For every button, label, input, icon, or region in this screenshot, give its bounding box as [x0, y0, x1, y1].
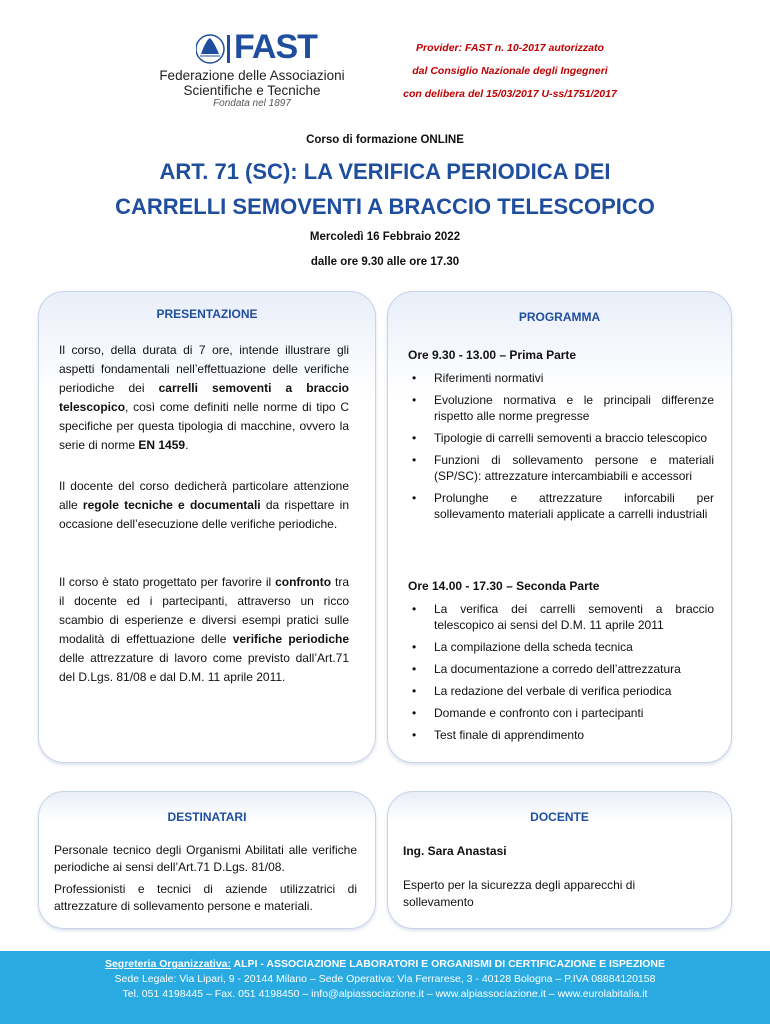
presentazione-paragraph-3: [59, 573, 349, 687]
destinatari-box: [38, 791, 376, 929]
fast-logo: [196, 28, 317, 66]
destinatari-paragraph-2: Professionisti e tecnici di aziende utilizzatrici di attrezzature di sollevamento persone e materiali.: [54, 882, 357, 913]
footer-address: Sede Legale: Via Lipari, 9 - 20144 Milano – Sede Operativa: Via Ferrarese, 3 - 40128 Bologna – P.IVA 08884120158: [114, 973, 656, 985]
presentazione-paragraph-1: [59, 341, 349, 455]
footer-contacts: Tel. 051 4198445 – Fax. 051 4198450 – info@alpiassociazione.it – www.alpiassociazione.it – www.eurolabitalia.it: [122, 988, 648, 1000]
bold-text: carrelli semoventi a braccio telescopico: [59, 381, 349, 414]
program-item: • Test finale di apprendimento: [408, 727, 714, 743]
docente-name: Ing. Sara Anastasi: [403, 844, 507, 858]
docente-heading: DOCENTE: [530, 810, 589, 824]
org-founded: Fondata nel 1897: [213, 98, 291, 109]
footer-label: Segreteria Organizzativa:: [104, 958, 231, 970]
logo-text: FAST: [234, 28, 317, 66]
paragraph-text: delle attrezzature di lavoro come previsto dall’Art.71 del D.Lgs. 81/08 e dal D.M. 11 aprile 2011.: [59, 651, 349, 684]
paragraph-text: da rispettare in occasione dell’esecuzione delle verifiche periodiche.: [59, 498, 349, 531]
course-date: Mercoledì 16 Febbraio 2022: [309, 231, 461, 243]
destinatari-paragraph-1: Personale tecnico degli Organismi Abilitati alle verifiche periodiche ai sensi dell’Art.71 D.Lgs. 81/08.: [54, 843, 357, 874]
docente-role: Esperto per la sicurezza degli apparecchi di sollevamento: [403, 878, 636, 909]
program-item: • Funzioni di sollevamento persone e materiali (SP/SC): attrezzature intercambiabili e accessori: [408, 452, 714, 484]
programma-box: [387, 291, 732, 763]
footer-bar: [0, 951, 770, 1024]
program-item: • La verifica dei carrelli semoventi a braccio telescopico ai sensi del D.M. 11 aprile 2011: [408, 601, 714, 633]
course-type: Corso di formazione ONLINE: [306, 134, 464, 146]
provider-line1: Provider: FAST n. 10-2017 autorizzato: [416, 42, 604, 54]
provider-line2: dal Consiglio Nazionale degli Ingegneri: [412, 65, 608, 77]
part2-list: [408, 601, 714, 749]
program-item: • Tipologie di carrelli semoventi a braccio telescopico: [408, 430, 714, 446]
program-item: • Evoluzione normativa e le principali differenze rispetto alle norme pregresse: [408, 392, 714, 424]
org-name-line2: Scientifiche e Tecniche: [183, 83, 321, 98]
provider-line3: con delibera del 15/03/2017 U-ss/1751/2017: [403, 88, 617, 100]
bold-text: verifiche periodiche: [232, 632, 350, 646]
program-item: • Domande e confronto con i partecipanti: [408, 705, 714, 721]
docente-box: [387, 791, 732, 929]
program-item: • Riferimenti normativi: [408, 370, 714, 386]
paragraph-text: .: [185, 438, 189, 452]
course-title-line1: ART. 71 (SC): LA VERIFICA PERIODICA DEI: [159, 159, 611, 184]
bold-text: regole tecniche e documentali: [82, 498, 261, 512]
footer-org: ALPI - ASSOCIAZIONE LABORATORI E ORGANISMI DI CERTIFICAZIONE E ISPEZIONE: [231, 958, 666, 970]
presentazione-box: [38, 291, 376, 763]
paragraph-text: Il corso, della durata di 7 ore, intende illustrare gli aspetti fondamentali nell’effettuazione delle verifiche periodiche dei: [59, 343, 349, 395]
footer-organizer: [0, 958, 770, 970]
programma-heading: PROGRAMMA: [518, 310, 601, 324]
course-title-line2: CARRELLI SEMOVENTI A BRACCIO TELESCOPICO: [115, 194, 655, 219]
part2-title: Ore 14.00 - 17.30 – Seconda Parte: [408, 579, 600, 593]
program-item: • Prolunghe e attrezzature inforcabili per sollevamento materiali applicate a carrelli industriali: [408, 490, 714, 522]
part1-title: Ore 9.30 - 13.00 – Prima Parte: [408, 348, 577, 362]
part1-list: [408, 370, 714, 528]
program-item: • La documentazione a corredo dell’attrezzatura: [408, 661, 714, 677]
program-item: • La compilazione della scheda tecnica: [408, 639, 714, 655]
presentazione-paragraph-2: [59, 477, 349, 534]
bold-text: EN 1459: [138, 438, 186, 452]
course-time: dalle ore 9.30 alle ore 17.30: [310, 256, 460, 268]
destinatari-heading: DESTINATARI: [167, 810, 247, 824]
program-item: • La redazione del verbale di verifica periodica: [408, 683, 714, 699]
paragraph-text: Il docente del corso dedicherà particolare attenzione alle: [59, 479, 349, 512]
presentazione-heading: PRESENTAZIONE: [156, 307, 258, 321]
paragraph-text: , così come definiti nelle norme di tipo C specifiche per questa tipologia di macchine, ovvero la serie di norme: [59, 400, 349, 452]
paragraph-text: Il corso è stato progettato per favorire il: [59, 575, 276, 589]
org-name-line1: Federazione delle Associazioni: [159, 68, 345, 83]
paragraph-text: tra il docente ed i partecipanti, attraverso un ricco scambio di esperienze e diversi esempi pratici sulle modalità di effettuazione delle: [59, 575, 349, 646]
bold-text: confronto: [275, 575, 332, 589]
